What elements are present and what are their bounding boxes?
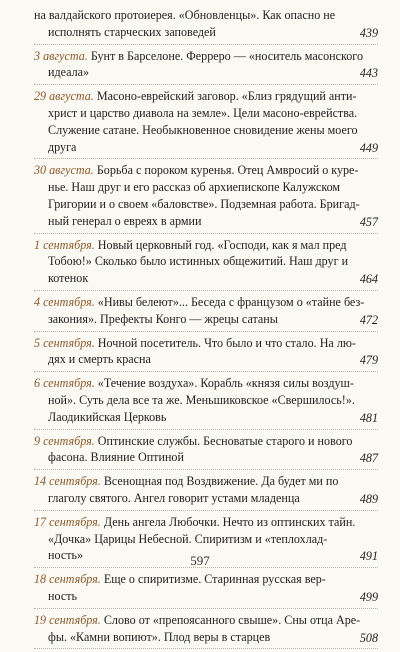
toc-entry (34, 433, 378, 467)
dotted-separator (34, 469, 378, 470)
toc-entry-line (34, 473, 378, 490)
page-number: 597 (190, 553, 210, 568)
toc-entry-text: ность (48, 588, 77, 603)
toc-entry-line (34, 213, 378, 230)
toc-entry-text: «Течение воздуха». Корабль «князя силы воздуш- (97, 376, 354, 391)
toc-entry-text: ность» (48, 548, 84, 563)
toc-entry-page: 508 (359, 630, 378, 645)
toc-entry-page: 487 (359, 451, 378, 466)
toc-entry-text: друга (48, 139, 77, 154)
toc-entry-text: фы. «Камни вопиют». Плод веры в старцев (48, 629, 271, 644)
toc-entry-line (34, 48, 378, 65)
toc-entry-page: 457 (359, 214, 378, 229)
toc-entry-page: 464 (359, 272, 378, 287)
toc-entry-line (34, 629, 378, 646)
toc-entry-line (34, 270, 378, 287)
dotted-separator (34, 429, 378, 430)
toc-entry-line (34, 162, 378, 179)
toc-entry-page: 499 (359, 589, 378, 604)
toc-entry (34, 88, 378, 155)
toc-entry-page: 481 (359, 410, 378, 425)
toc-entry-line (34, 105, 378, 122)
toc-entry (34, 473, 378, 507)
dotted-separator (34, 158, 378, 159)
toc-entry-date: 17 сентября. (34, 514, 101, 529)
dotted-separator (34, 44, 378, 45)
toc-entry-text: День ангела Любочки. Нечто из оптинских тайн. (103, 514, 356, 529)
toc-entry-line (34, 88, 378, 105)
toc-entry-line (34, 64, 378, 81)
toc-entry-date: 4 сентября. (34, 294, 95, 309)
toc-entry-line (34, 253, 378, 270)
dotted-separator (34, 331, 378, 332)
toc-entry-date: 5 сентября. (34, 335, 95, 350)
toc-entry-line (34, 531, 378, 548)
toc-entry-text: Масоно-еврейский заговор. «Близ грядущий анти- (96, 89, 357, 104)
toc-entry-text: Бунт в Барселоне. Ферреро — «носитель масонского (90, 48, 363, 63)
toc-entry-line (34, 7, 378, 24)
toc-entry-text: ной». Суть дела все та же. Меньшиковское «Свершилось!». (48, 392, 355, 407)
dotted-separator (34, 510, 378, 511)
dotted-separator (34, 648, 378, 649)
toc-entry (34, 237, 378, 287)
toc-entry-page: 443 (359, 66, 378, 81)
toc-entry-page: 472 (359, 312, 378, 327)
toc-entry-text: Новый церковный год. «Господи, как я мал пред (97, 237, 347, 252)
toc-entry-page: 449 (359, 140, 378, 155)
toc-entry-page: 489 (359, 491, 378, 506)
toc-entry-text: Ночной посетитель. Что было и что стало. На лю- (97, 335, 356, 350)
toc-entry-date: 1 сентября. (34, 237, 95, 252)
toc-entry-line (34, 139, 378, 156)
toc-entry (34, 7, 378, 41)
toc-entry-line (34, 433, 378, 450)
toc-entry-page: 439 (359, 25, 378, 40)
toc-entry-text: Слово от «препоясанного свыше». Сны отца Аре- (103, 612, 361, 627)
toc-entry-date: 18 сентября. (34, 572, 101, 587)
toc-entry-text: Борьба с пороком куренья. Отец Амвросий о куре- (96, 163, 359, 178)
toc-entry-line (34, 294, 378, 311)
toc-entry-date: 9 сентября. (34, 433, 95, 448)
toc-entry-text: дях и смерть красна (48, 352, 151, 367)
toc-entry-line (34, 490, 378, 507)
toc-entry (34, 48, 378, 82)
toc-entry-text: ный генерал о евреях в армии (48, 213, 202, 228)
toc-entry-line (34, 612, 378, 629)
toc-entry-line (34, 375, 378, 392)
toc-entry-text: на валдайского протоиерея. «Обновленцы». Как опасно не (34, 8, 336, 22)
dotted-separator (34, 608, 378, 609)
toc-entry-line (34, 409, 378, 426)
toc-entry-text: «Нивы белеют»... Беседа с французом о «тайне без- (97, 294, 365, 309)
toc-entry (34, 571, 378, 605)
toc-entry-date: 3 августа. (34, 48, 88, 63)
toc-entry-text: котенок (48, 271, 89, 286)
toc-entry-line (34, 392, 378, 409)
toc-entry (34, 612, 378, 646)
toc-entry-date: 19 сентября. (34, 612, 101, 627)
toc-entry-text: Всенощная под Воздвижение. Да будет ми по (103, 474, 339, 489)
toc-entry-text: христ и царство диавола на земле». Цели масоно-еврейства. (48, 105, 358, 120)
toc-entry-date: 29 августа. (34, 89, 94, 104)
toc-entry-line (34, 311, 378, 328)
toc-entry (34, 162, 378, 229)
toc-entry-line (34, 514, 378, 531)
toc-entry-date: 14 сентября. (34, 474, 101, 489)
toc-entry-line (34, 335, 378, 352)
toc-entry-line (34, 237, 378, 254)
toc-entry-text: Лаодикийская Церковь (48, 409, 167, 424)
toc-entry-page: 479 (359, 353, 378, 368)
toc-entry-text: глаголу святого. Ангел говорит устами младенца (48, 490, 300, 505)
toc-entry (34, 294, 378, 328)
toc-entry-line (34, 122, 378, 139)
toc-entry (34, 375, 378, 425)
toc-entry-date: 30 августа. (34, 163, 94, 178)
toc-entry-page: 491 (359, 549, 378, 564)
toc-entry-date: 6 сентября. (34, 376, 95, 391)
toc-entry-line (34, 196, 378, 213)
toc-entry-text: идеала» (48, 65, 90, 80)
toc-entry-line (34, 179, 378, 196)
toc-entry-text: закония». Префекты Конго — жрецы сатаны (48, 311, 278, 326)
toc-entry (34, 335, 378, 369)
toc-entry-text: фасона. Влияние Оптиной (48, 450, 184, 465)
toc-entry-line (34, 351, 378, 368)
toc-entry-line (34, 24, 378, 41)
toc-entry-text: Служение сатане. Необыкновенное сновидение жены моего (48, 122, 358, 137)
toc-entry-text: «Дочка» Царицы Небесной. Спиритизм и «теплохлад- (48, 531, 328, 546)
dotted-separator (34, 84, 378, 85)
toc-entry-line (34, 588, 378, 605)
toc-entry-text: нье. Наш друг и его рассказ об архиепископе Калужском (48, 180, 341, 195)
toc-entry-text: Оптинские службы. Бесноватые старого и нового (97, 433, 353, 448)
dotted-separator (34, 290, 378, 291)
toc-entry-text: Еще о спиритизме. Старинная русская вер- (103, 572, 326, 587)
toc-entry-text: Тобою!» Сколько было истинных общежитий. Наш друг и (48, 254, 349, 269)
toc-entry-line (34, 449, 378, 466)
dotted-separator (34, 371, 378, 372)
toc-entry-text: Григории и о своем «баловстве». Подземная работа. Бригад- (48, 196, 360, 211)
toc-entry-text: исполнять старческих заповедей (48, 24, 216, 39)
dotted-separator (34, 233, 378, 234)
